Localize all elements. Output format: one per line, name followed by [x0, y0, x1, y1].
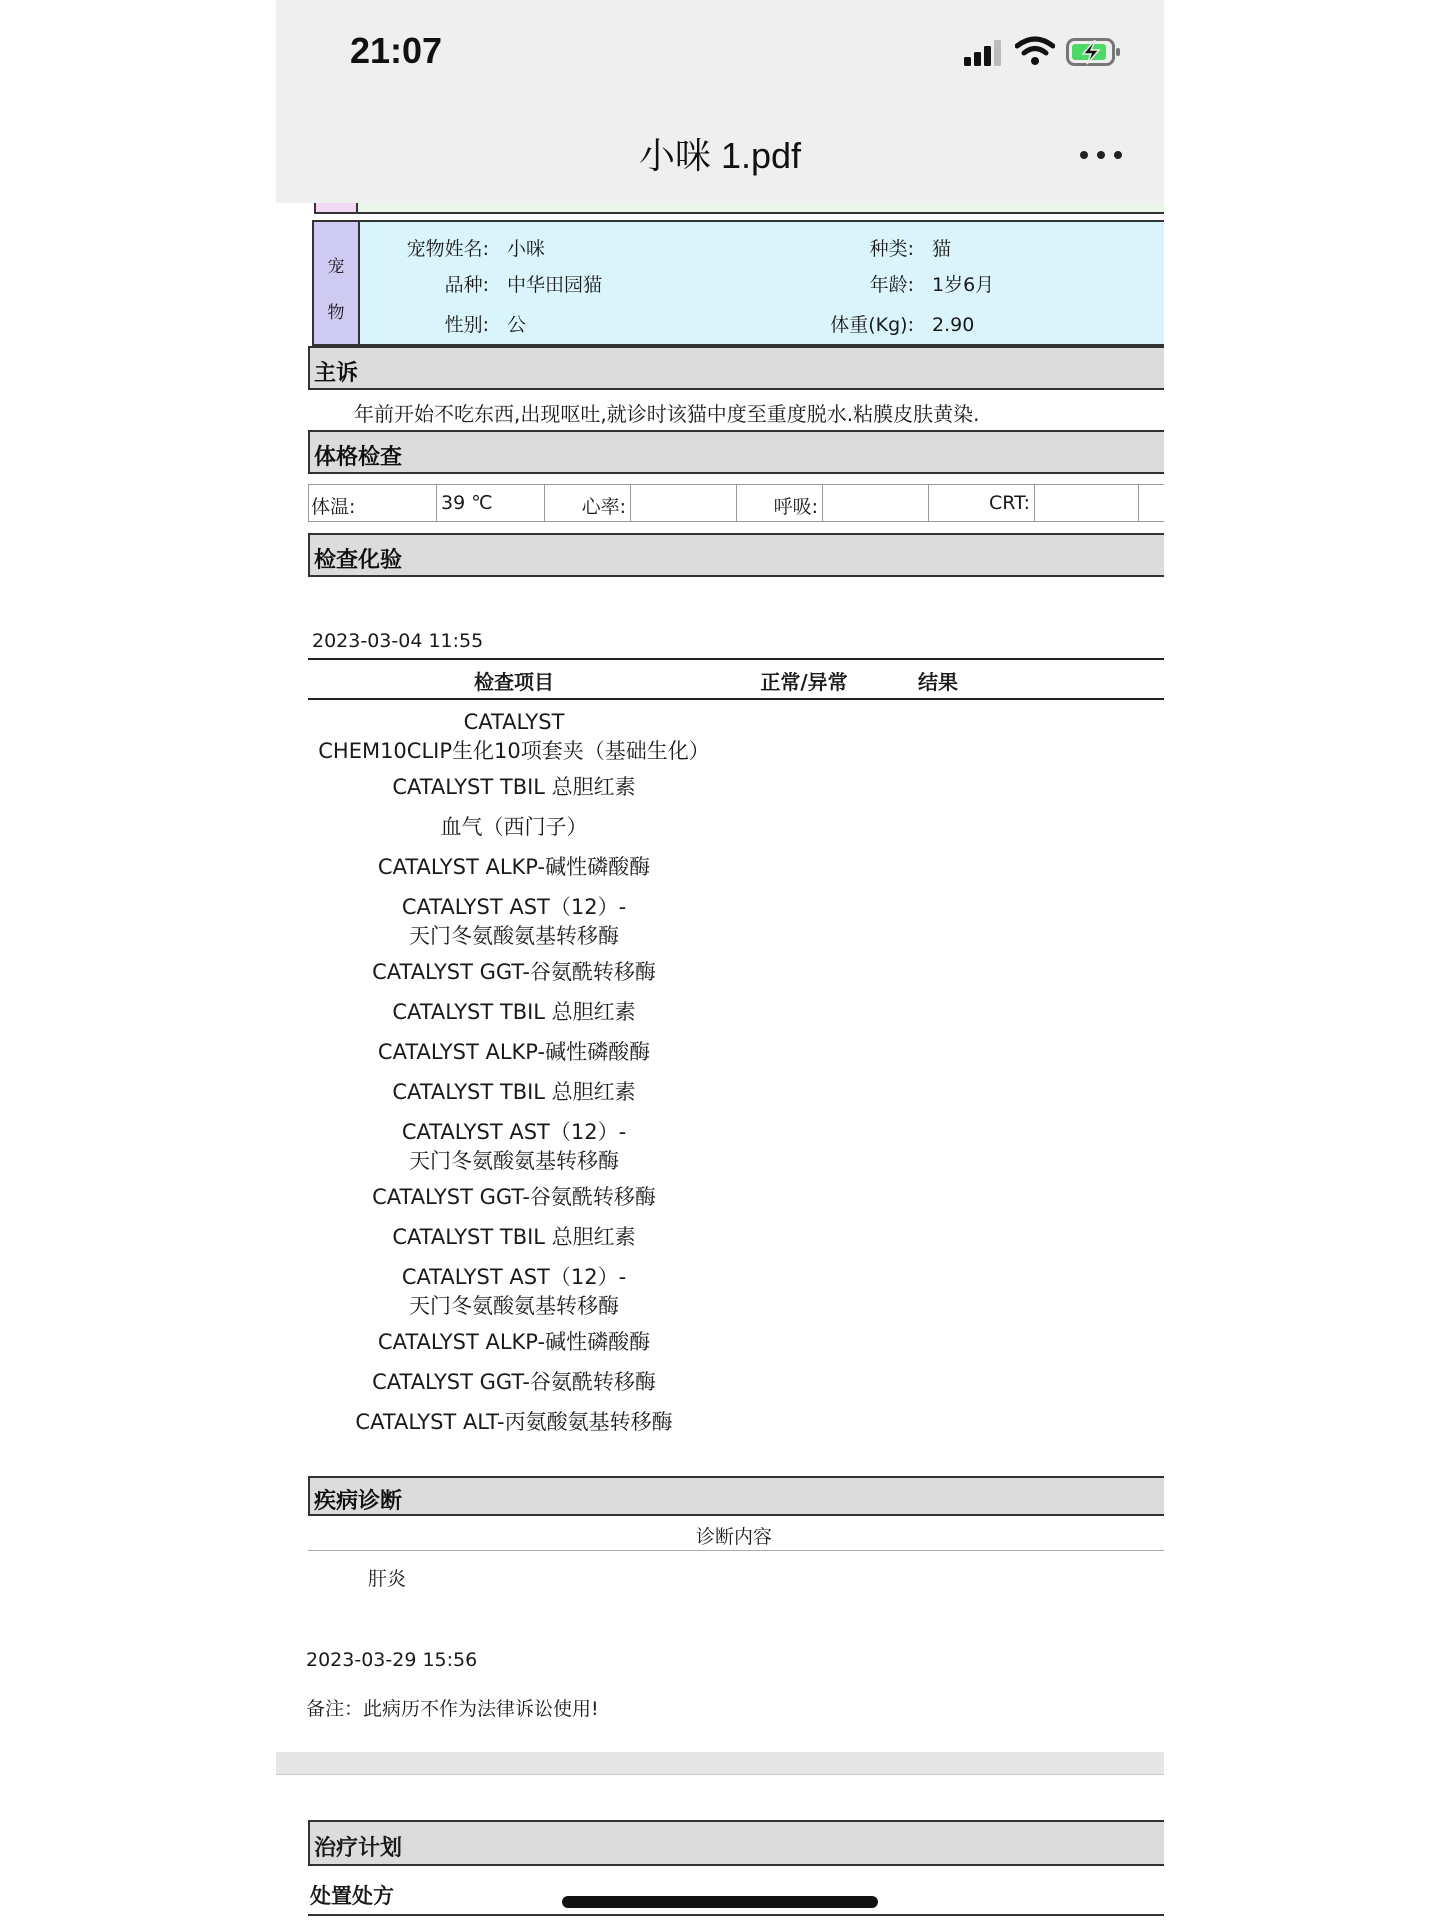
lab-item-line: CATALYST GGT-谷氨酰转移酶 — [372, 960, 656, 984]
lab-item — [308, 708, 720, 766]
lab-item — [308, 1118, 720, 1176]
previous-row-fragment — [314, 203, 1164, 214]
lab-item-line: CATALYST TBIL 总胆红素 — [392, 1000, 636, 1024]
pet-species-row: 种类: 猫 — [869, 238, 952, 260]
heart-rate-label: 心率: — [581, 496, 626, 518]
lab-date: 2023-03-04 11:55 — [312, 630, 484, 652]
lab-item — [308, 1078, 720, 1107]
lab-item-line: CATALYST ALKP-碱性磷酸酶 — [377, 1040, 651, 1064]
lab-item-line: CATALYST AST（12）- — [401, 1265, 627, 1289]
status-bar — [276, 0, 1164, 103]
diagnosis-date: 2023-03-29 15:56 — [306, 1649, 478, 1671]
nav-bar — [276, 103, 1164, 203]
pet-info-box — [312, 220, 1164, 346]
lab-item-line: CATALYST AST（12）- — [401, 895, 627, 919]
lab-item — [308, 1263, 720, 1321]
complaint-text: 年前开始不吃东西,出现呕吐,就诊时该猫中度至重度脱水.粘膜皮肤黄染. — [354, 402, 980, 426]
diagnosis-value: 肝炎 — [368, 1568, 407, 1590]
lab-item-line: CATALYST AST（12）- — [401, 1120, 627, 1144]
pet-age-row: 年龄: 1岁6月 — [869, 274, 995, 296]
diagnosis-section-header: 疾病诊断 — [308, 1476, 1164, 1516]
lab-item — [308, 998, 720, 1027]
complaint-section-header: 主诉 — [308, 346, 1164, 390]
lab-item-line: CATALYST GGT-谷氨酰转移酶 — [372, 1370, 656, 1394]
lab-item — [308, 853, 720, 882]
page-break — [276, 1752, 1164, 1775]
cellular-signal-icon — [964, 40, 1008, 66]
lab-item — [308, 1328, 720, 1357]
pet-name-row: 宠物姓名: 小咪 — [406, 238, 546, 260]
crt-label: CRT: — [988, 492, 1030, 514]
document-title: 小咪 1.pdf — [638, 135, 802, 176]
lab-item-line: CATALYST ALKP-碱性磷酸酶 — [377, 855, 651, 879]
lab-item — [308, 1368, 720, 1397]
temp-value: 39 ℃ — [441, 492, 493, 514]
physical-exam-section-header: 体格检查 — [308, 430, 1164, 474]
vitals-row — [308, 484, 1164, 522]
lab-item-line: CATALYST ALKP-碱性磷酸酶 — [377, 1330, 651, 1354]
lab-item-line: CATALYST ALT-丙氨酸氨基转移酶 — [355, 1410, 673, 1434]
lab-item — [308, 1223, 720, 1252]
lab-item — [308, 893, 720, 951]
pet-weight-row: 体重(Kg): 2.90 — [830, 314, 975, 336]
lab-item-line: CHEM10CLIP生化10项套夹（基础生化） — [318, 739, 710, 763]
lab-item — [308, 1408, 720, 1437]
lab-section-header: 检查化验 — [308, 533, 1164, 577]
more-horizontal-icon[interactable] — [1076, 140, 1126, 170]
lab-col-result: 结果 — [918, 670, 958, 694]
lab-item — [308, 813, 720, 842]
pet-side-char-1: 宠 — [327, 257, 345, 277]
pet-side-char-2: 物 — [327, 303, 345, 323]
pdf-page — [276, 203, 1164, 1763]
pet-side-label — [314, 222, 360, 344]
home-indicator[interactable] — [562, 1896, 878, 1908]
lab-item-line: 血气（西门子） — [440, 815, 588, 839]
lab-item-line: CATALYST — [463, 710, 565, 734]
lab-item-line: CATALYST TBIL 总胆红素 — [392, 775, 636, 799]
status-time: 21:07 — [350, 30, 443, 71]
battery-charging-icon — [1066, 38, 1122, 66]
lab-item — [308, 773, 720, 802]
lab-item-line: 天门冬氨酸氨基转移酶 — [409, 1294, 619, 1318]
lab-item-line: CATALYST GGT-谷氨酰转移酶 — [372, 1185, 656, 1209]
lab-item — [308, 1183, 720, 1212]
wifi-icon — [1015, 36, 1055, 66]
pet-sex-row: 性别: 公 — [444, 314, 527, 336]
lab-item-line: 天门冬氨酸氨基转移酶 — [409, 924, 619, 948]
diagnosis-column-header: 诊断内容 — [695, 1526, 772, 1548]
treatment-section-header: 治疗计划 — [308, 1820, 1164, 1866]
phone-screen — [276, 0, 1164, 1920]
disclaimer-note: 备注：此病历不作为法律诉讼使用! — [306, 1698, 599, 1720]
temp-label: 体温: — [311, 496, 356, 518]
lab-item — [308, 958, 720, 987]
lab-item-line: CATALYST TBIL 总胆红素 — [392, 1225, 636, 1249]
prescription-label: 处置处方 — [310, 1884, 394, 1908]
lab-item-line: 天门冬氨酸氨基转移酶 — [409, 1149, 619, 1173]
pet-breed-row: 品种: 中华田园猫 — [444, 274, 603, 296]
lab-col-item: 检查项目 — [474, 670, 554, 694]
respiration-label: 呼吸: — [773, 496, 818, 518]
lab-col-status: 正常/异常 — [760, 670, 848, 694]
lab-item-line: CATALYST TBIL 总胆红素 — [392, 1080, 636, 1104]
lab-item — [308, 1038, 720, 1067]
